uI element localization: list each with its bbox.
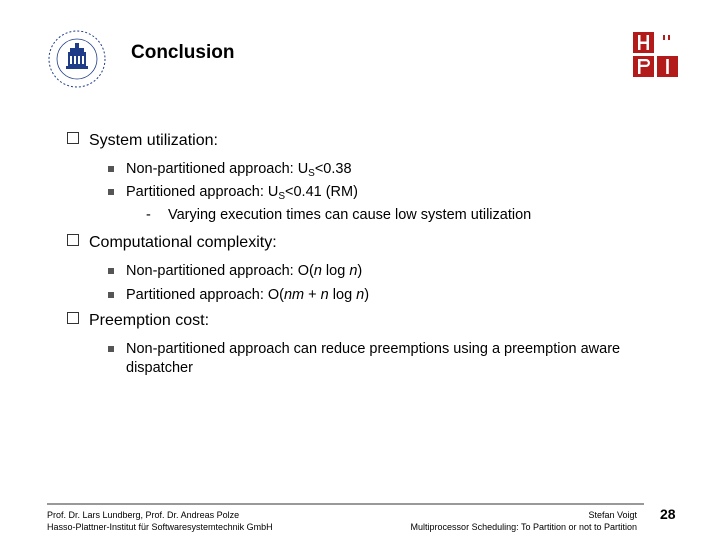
square-bullet-icon: [108, 346, 114, 352]
footer-institute: Hasso-Plattner-Institut für Softwaresystemtechnik GmbH: [47, 522, 273, 532]
university-seal-logo: [46, 28, 108, 90]
hollow-square-bullet-icon: [67, 234, 79, 246]
hpi-logo: [633, 32, 678, 78]
square-bullet-icon: [108, 189, 114, 195]
footer-presenter: Stefan Voigt: [588, 510, 637, 520]
footer-left: [47, 509, 273, 533]
footer-divider: [47, 503, 644, 505]
footer-right: [411, 509, 637, 533]
hollow-square-bullet-icon: [67, 132, 79, 144]
section-heading-preemption-cost: Preemption cost:: [67, 312, 209, 330]
list-item: Partitioned approach: O(nm + n log n): [108, 286, 648, 305]
dash-bullet-icon: -: [146, 207, 151, 223]
page-number: 28: [660, 506, 676, 522]
square-bullet-icon: [108, 292, 114, 298]
section-heading-system-utilization: System utilization:: [67, 132, 218, 150]
list-item: Partitioned approach: $U_S<0.41$ (RM): [108, 183, 648, 206]
list-item: Non-partitioned approach: $U_S<0.38$: [108, 160, 648, 183]
square-bullet-icon: [108, 166, 114, 172]
section-heading-computational-complexity: Computational complexity:: [67, 234, 277, 252]
hollow-square-bullet-icon: [67, 312, 79, 324]
sub-list-item: - Varying execution times can cause low system utilization: [146, 207, 532, 223]
list-item: Non-partitioned approach: O(n log n): [108, 262, 648, 281]
list-item: Non-partitioned approach can reduce preemptions using a preemption aware dispatcher: [108, 340, 628, 378]
slide-title: Conclusion: [131, 42, 235, 63]
square-bullet-icon: [108, 268, 114, 274]
footer-authors: Prof. Dr. Lars Lundberg, Prof. Dr. Andreas Polze: [47, 510, 240, 520]
footer-talk-title: Multiprocessor Scheduling: To Partition or not to Partition: [410, 522, 637, 532]
